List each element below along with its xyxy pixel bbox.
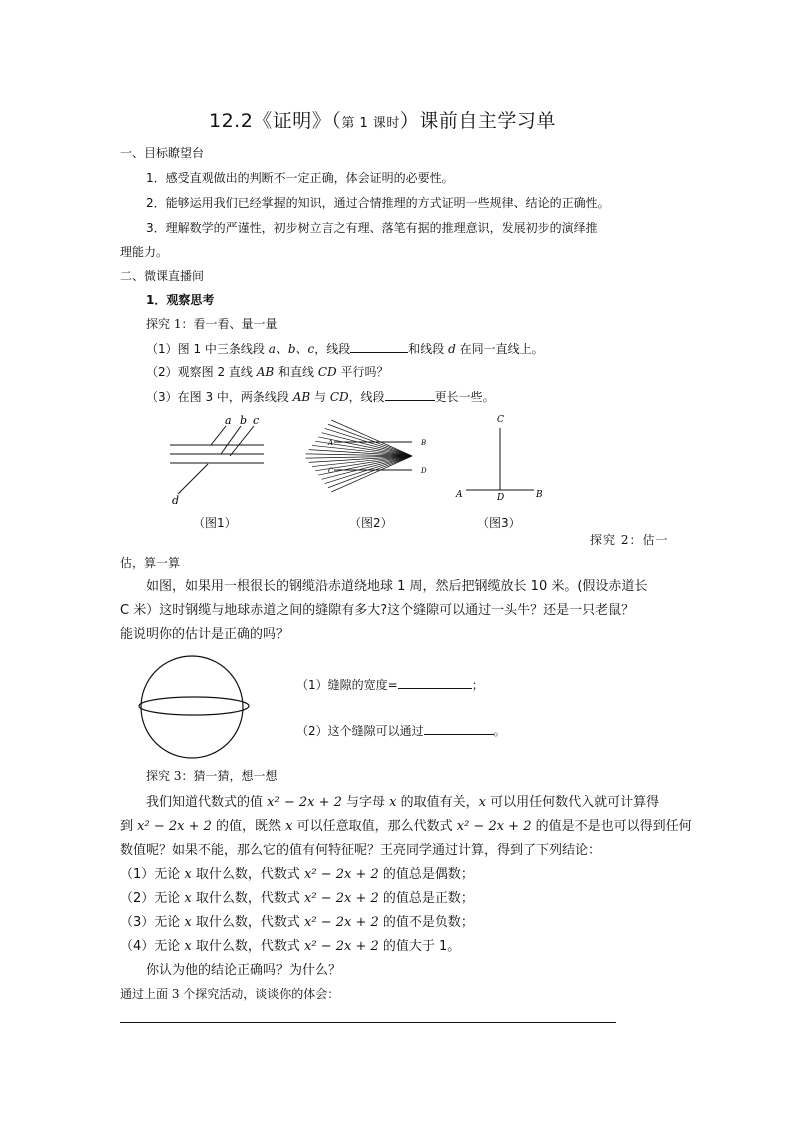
p2-expr1: x² − 2x + 2	[137, 819, 212, 834]
q3-ab: AB	[292, 390, 311, 404]
fig1-seg-c	[230, 426, 254, 456]
q1-text-e: 在同一直线上。	[455, 342, 544, 356]
explore1-q2	[146, 364, 388, 380]
page-title	[209, 106, 556, 133]
p2-d: 的值是不是也可以得到任何	[531, 819, 692, 834]
explore3-p2	[120, 818, 692, 835]
c2-expr: x² − 2x + 2	[304, 891, 379, 906]
goal-1: 1．感受直观做出的判断不一定正确，体会证明的必要性。	[146, 171, 454, 185]
q3-cd: CD	[329, 390, 349, 404]
title-lesson: 第 1 课时	[341, 116, 400, 131]
gap-width-label: （1）缝隙的宽度=	[296, 678, 398, 692]
c3-expr: x² − 2x + 2	[304, 915, 379, 930]
explore2-para-line3: 能说明你的估计是正确的吗？	[120, 627, 290, 642]
equator-cable	[139, 697, 249, 715]
explore2-q2	[296, 722, 506, 739]
fig2-rays	[306, 420, 412, 492]
conclusion-4	[120, 938, 460, 955]
figure-1	[168, 412, 272, 508]
explore2-title-part1: 探究 2：估一	[590, 533, 669, 547]
p1-x2: x	[478, 795, 486, 810]
goal-3-line1: 3．理解数学的严谨性，初步树立言之有理、落笔有据的推理意识，发展初步的演绎推	[146, 221, 598, 235]
figure-3	[452, 410, 552, 502]
p1-b: 与字母	[341, 795, 390, 810]
q2-text-a: （2）观察图 2 直线	[146, 365, 257, 379]
c2-a: （2）无论	[120, 891, 185, 906]
earth-circle	[141, 656, 243, 758]
fig2-label-C: C	[328, 467, 334, 475]
p2-c: 可以任意取值，那么代数式	[292, 819, 457, 834]
fig3-label-D: D	[497, 493, 505, 502]
c3-a: （3）无论	[120, 915, 185, 930]
explore2-title-part2: 估，算一算	[120, 556, 181, 570]
explore1-title: 探究 1：看一看、量一量	[146, 317, 278, 331]
section2-heading: 二、微课直播间	[120, 269, 205, 283]
earth-figure	[132, 654, 256, 764]
explore2-para-line1: 如图，如果用一根很长的钢缆沿赤道绕地球 1 周，然后把钢缆放长 10 米。(假设赤道长	[146, 579, 648, 594]
q1-text-b: ，线段	[314, 342, 351, 356]
figure-2-caption: （图2）	[349, 516, 393, 530]
c3-end: 的值不是负数；	[378, 915, 474, 930]
explore2-q1	[296, 676, 484, 693]
p1-a: 我们知道代数式的值	[146, 795, 268, 810]
p2-expr2: x² − 2x + 2	[456, 819, 532, 834]
p1-expr: x² − 2x + 2	[267, 795, 342, 810]
fig2-label-B: B	[421, 439, 427, 447]
subsection-observe: 1．观察思考	[146, 293, 215, 307]
c1-expr: x² − 2x + 2	[304, 867, 379, 882]
conclusion-2	[120, 890, 474, 907]
fig3-label-C: C	[497, 415, 504, 425]
q3-text-b: 与	[310, 390, 330, 404]
c3-mid: 取什么数，代数式	[191, 915, 305, 930]
p2-a: 到	[120, 819, 138, 834]
explore3-question: 你认为他的结论正确吗？为什么？	[146, 963, 342, 978]
c4-expr: x² − 2x + 2	[304, 939, 379, 954]
conclusion-3	[120, 914, 474, 931]
gap-width-blank[interactable]	[398, 676, 472, 689]
explore2-para-line2: C 米）这时钢缆与地球赤道之间的缝隙有多大?这个缝隙可以通过一头牛？还是一只老鼠？	[120, 603, 635, 618]
goal-2: 2．能够运用我们已经掌握的知识，通过合情推理的方式证明一些规律、结论的正确性。	[146, 196, 610, 210]
fig1-label-c: c	[253, 414, 260, 427]
p2-x: x	[285, 819, 293, 834]
gap-width-end: ；	[471, 678, 484, 692]
c3-x: x	[184, 915, 192, 930]
c1-mid: 取什么数，代数式	[191, 867, 305, 882]
c2-end: 的值总是正数；	[378, 891, 474, 906]
gap-pass-blank[interactable]	[424, 722, 494, 735]
fig1-label-d: d	[172, 494, 180, 507]
c4-end: 的值大于 1。	[378, 939, 461, 954]
section1-heading: 一、目标瞭望台	[120, 146, 205, 160]
figure-3-caption: （图3）	[477, 516, 521, 530]
gap-pass-end: 。	[493, 724, 506, 738]
q1-answer-blank[interactable]	[350, 340, 408, 353]
q3-text-c: ，线段	[348, 390, 385, 404]
explore3-p1	[146, 794, 659, 811]
figure-2	[300, 418, 435, 498]
fig3-label-B: B	[536, 490, 543, 500]
c1-end: 的值总是偶数；	[378, 867, 474, 882]
explore3-title: 探究 3：猜一猜，想一想	[146, 769, 278, 783]
q1-var-d: d	[448, 342, 456, 356]
fig1-seg-a	[211, 426, 226, 445]
q2-text-b: 和直线	[274, 365, 318, 379]
c1-a: （1）无论	[120, 867, 185, 882]
fig1-seg-d	[178, 464, 208, 494]
p2-b: 的值，既然	[211, 819, 286, 834]
c1-x: x	[184, 867, 192, 882]
q3-answer-blank[interactable]	[385, 388, 435, 401]
title-prefix: 12.2《证明》（	[209, 110, 342, 132]
figure-1-caption: （图1）	[193, 516, 237, 530]
p1-x1: x	[389, 795, 397, 810]
explore3-p3: 数值呢？如果不能，那么它的值有何特征呢？王亮同学通过计算，得到了下列结论：	[120, 843, 602, 858]
reflection-prompt: 通过上面 3 个探究活动，谈谈你的体会：	[120, 987, 340, 1001]
c4-x: x	[184, 939, 192, 954]
fig2-label-A: A	[328, 439, 334, 447]
fig1-label-a: a	[225, 414, 232, 427]
q2-text-c: 平行吗？	[336, 365, 389, 379]
q1-text-c: 和线段	[408, 342, 449, 356]
conclusion-1	[120, 866, 474, 883]
q2-ab: AB	[256, 365, 275, 379]
fig3-label-A: A	[456, 490, 463, 500]
explore1-q1	[146, 340, 544, 357]
fig2-label-D: D	[421, 467, 427, 475]
c2-x: x	[184, 891, 192, 906]
p1-d: 可以用任何数代入就可计算得	[485, 795, 660, 810]
q2-cd: CD	[317, 365, 337, 379]
fig1-seg-b	[221, 426, 241, 454]
p1-c: 的取值有关，	[396, 795, 479, 810]
fig1-label-b: b	[240, 414, 248, 427]
q1-vars: a、b、c	[268, 342, 315, 356]
explore1-q3	[146, 388, 495, 405]
reflection-answer-line[interactable]	[120, 1022, 616, 1023]
q3-text-a: （3）在图 3 中，两条线段	[146, 390, 293, 404]
c2-mid: 取什么数，代数式	[191, 891, 305, 906]
q1-text-a: （1）图 1 中三条线段	[146, 342, 269, 356]
gap-pass-label: （2）这个缝隙可以通过	[296, 724, 424, 738]
c4-a: （4）无论	[120, 939, 185, 954]
title-suffix: ）课前自主学习单	[399, 110, 556, 132]
goal-3-line2: 理能力。	[120, 245, 169, 259]
q3-text-d: 更长一些。	[434, 390, 495, 404]
c4-mid: 取什么数，代数式	[191, 939, 305, 954]
